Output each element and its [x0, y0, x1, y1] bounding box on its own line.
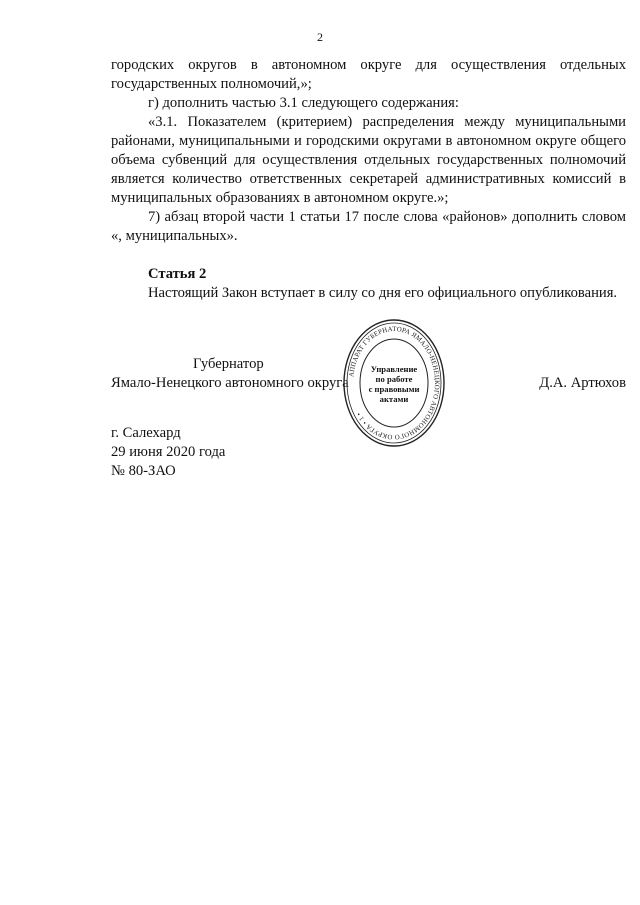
governor-name: Д.А. Артюхов [539, 375, 626, 391]
paragraph-amendment-g: г) дополнить частью 3.1 следующего содержания: [148, 95, 459, 111]
law-text [111, 56, 626, 303]
paragraph-entry-into-force: Настоящий Закон вступает в силу со дня его официального опубликования. [148, 285, 618, 301]
article-2-heading: Статья 2 [148, 266, 207, 282]
seal-line-1: Управление [370, 364, 418, 374]
document-footer [111, 424, 225, 481]
governor-title: Губернатор [193, 356, 264, 372]
paragraph-amendment-7: 7) абзац второй части 1 статьи 17 после слова «районов» дополнить словом «, муниципальных». [111, 209, 626, 244]
seal-line-3: с правовыми [368, 384, 420, 394]
seal-center-text [359, 344, 429, 424]
city: г. Салехард [111, 425, 181, 441]
governor-region: Ямало-Ненецкого автономного округа [111, 375, 349, 391]
seal-ring-text: АППАРАТ ГУБЕРНАТОРА ЯМАЛО-НЕНЕЦКОГО АВТОНОМНОГО ОКРУГА • 1 • [348, 325, 441, 441]
seal-line-4: актами [379, 394, 409, 404]
seal-line-2: по работе [375, 374, 413, 384]
page-number: 2 [317, 30, 323, 44]
paragraph-part-3-1: «3.1. Показателем (критерием) распределения между муниципальными районами, муниципальными и городскими округами в автономном округе общего объема субвенций для осуществления отдельных государственных полномочий является количество ответственных секретарей административных комиссий в муниципальных образованиях в автономном округе.»; [111, 114, 626, 206]
law-date: 29 июня 2020 года [111, 444, 226, 460]
paragraph-continuation: городских округов в автономном округе для осуществления отдельных государственных полномочий,»; [111, 57, 626, 92]
official-seal [343, 318, 445, 448]
law-number: № 80-ЗАО [111, 463, 176, 479]
